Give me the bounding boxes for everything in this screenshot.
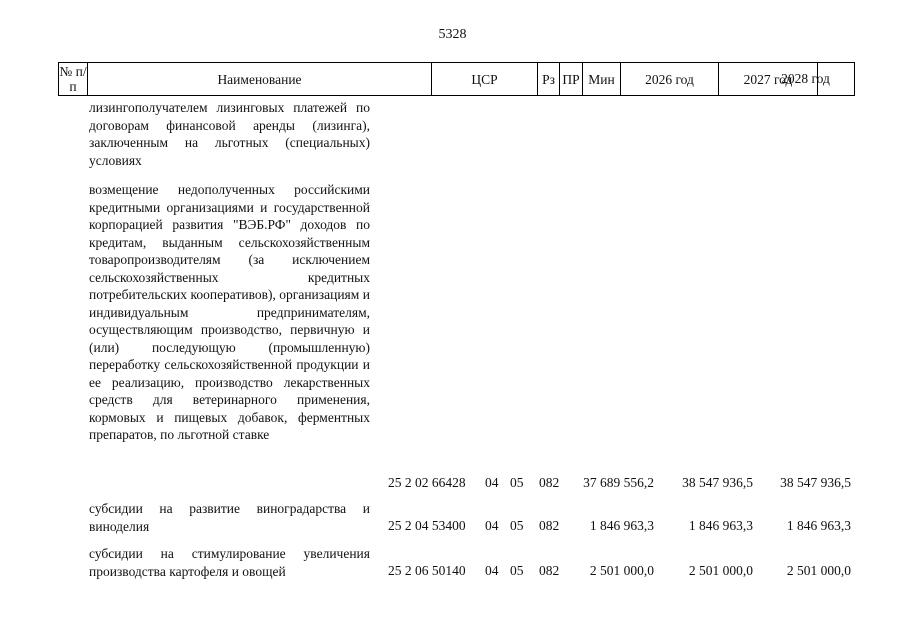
header-rz: Рз <box>538 63 560 95</box>
header-2026: 2026 год <box>621 63 719 95</box>
row-2026: 1 846 963,3 <box>589 518 654 533</box>
row-name: возмещение недополученных российскими кредитными организациями и государственной корпорацией развития "ВЭБ.РФ" доходов по кредитам, выданным сельскохозяйственным товаропроизводителям (за исключением сельскохозяйственных кредитных потребительских кооперативов), организациям и индивидуальным предпринимателям, осуществляющим производство, первичную и (или) последующую (промышленную) переработку сельскохозяйственной продукции и ее реализацию, производство лекарственных средств для ветеринарного применения, кормовых и пищевых добавок, ферментных препаратов, по льготной ставке <box>89 182 370 442</box>
header-num: № п/п <box>59 64 87 94</box>
row-rz: 04 <box>485 563 499 578</box>
table-header <box>58 62 855 96</box>
page-number: 5328 <box>438 27 467 42</box>
row-name: лизингополучателем лизинговых платежей по договорам финансовой аренды (лизинга), заключенным на льготных (специальных) условиях <box>89 100 370 168</box>
row-name: субсидии на развитие виноградарства и виноделия <box>89 501 370 534</box>
row-2026: 2 501 000,0 <box>589 563 654 578</box>
row-2027: 2 501 000,0 <box>688 563 753 578</box>
row-csr: 25 2 02 66428 <box>388 475 466 490</box>
row-min: 082 <box>539 475 560 490</box>
header-2027: 2027 год <box>719 63 818 95</box>
header-pr: ПР <box>560 63 583 95</box>
row-name: субсидии на стимулирование увеличения производства картофеля и овощей <box>89 546 370 579</box>
row-csr: 25 2 04 53400 <box>388 518 466 533</box>
row-2028: 2 501 000,0 <box>786 563 851 578</box>
row-2027: 38 547 936,5 <box>682 475 753 490</box>
row-csr: 25 2 06 50140 <box>388 563 466 578</box>
header-csr: ЦСР <box>432 63 538 95</box>
row-2026: 37 689 556,2 <box>583 475 654 490</box>
row-2028: 1 846 963,3 <box>786 518 851 533</box>
row-min: 082 <box>539 563 560 578</box>
row-pr: 05 <box>510 563 524 578</box>
row-2028: 38 547 936,5 <box>780 475 851 490</box>
row-pr: 05 <box>510 475 524 490</box>
row-rz: 04 <box>485 475 499 490</box>
row-pr: 05 <box>510 518 524 533</box>
row-min: 082 <box>539 518 560 533</box>
header-2028: 2028 год <box>781 71 830 86</box>
row-2027: 1 846 963,3 <box>688 518 753 533</box>
row-rz: 04 <box>485 518 499 533</box>
header-min: Мин <box>583 63 621 95</box>
header-name: Наименование <box>88 63 432 95</box>
